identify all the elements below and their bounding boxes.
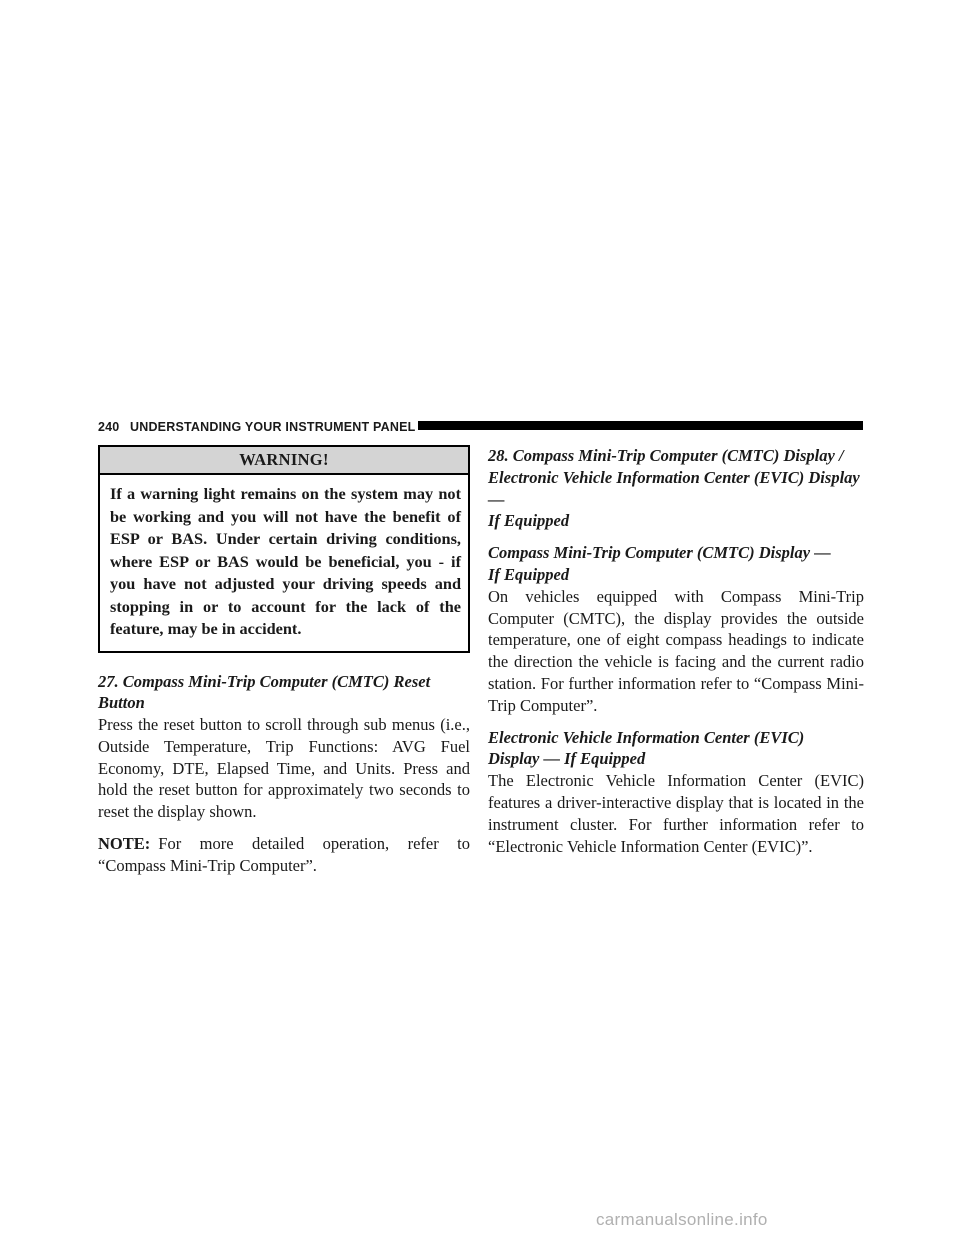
cmtc-subheading-line2: If Equipped <box>488 564 570 584</box>
section-28-heading-line2: Electronic Vehicle Information Center (EVIC) Display— <box>488 467 860 509</box>
evic-subheading-line2: Display — If Equipped <box>488 749 646 769</box>
note-label: NOTE: <box>98 834 151 854</box>
section-28-heading <box>488 445 864 532</box>
evic-body: The Electronic Vehicle Information Center (EVIC) features a driver-interactive display that is located in the instrument cluster. For further information refer to “Electronic Vehicle Information Center (EVIC)”. <box>488 771 864 856</box>
warning-title: WARNING! <box>100 447 468 475</box>
evic-subheading-line1: Electronic Vehicle Information Center (EVIC) <box>488 727 805 747</box>
right-column <box>488 445 864 867</box>
section-title: UNDERSTANDING YOUR INSTRUMENT PANEL <box>130 418 423 436</box>
note-text: For more detailed operation, refer to “Compass Mini-Trip Computer”. <box>98 834 470 875</box>
section-28-heading-line3: If Equipped <box>488 511 570 531</box>
page-header <box>98 418 863 436</box>
note <box>98 833 470 877</box>
warning-text: If a warning light remains on the system may not be working and you will not have the benefit of ESP or BAS. Under certain driving conditions, where ESP or BAS would be beneficial, you - if you have not adjusted your driving speeds and stopping in or to account for the lack of the feature, may be in accident. <box>110 484 461 638</box>
section-27-body: Press the reset button to scroll through sub menus (i.e., Outside Temperature, Trip Functions: AVG Fuel Economy, DTE, Elapsed Time, and Units. Press and hold the reset button for approximately two seconds to reset the display shown. <box>98 715 470 822</box>
page-number: 240 <box>98 420 120 434</box>
section-28-heading-line1: 28. Compass Mini-Trip Computer (CMTC) Display / <box>488 446 844 465</box>
cmtc-subheading <box>488 542 864 586</box>
warning-box <box>98 445 470 653</box>
evic-subheading <box>488 727 864 771</box>
section-27-heading-line1: 27. Compass Mini-Trip Computer (CMTC) Reset <box>98 671 431 691</box>
left-column <box>98 445 470 887</box>
cmtc-subheading-line1: Compass Mini-Trip Computer (CMTC) Display — <box>488 543 831 563</box>
section-27-heading <box>98 671 470 715</box>
header-rule <box>418 421 863 430</box>
cmtc-body: On vehicles equipped with Compass Mini-Trip Computer (CMTC), the display provides the outside temperature, one of eight compass headings to indicate the direction the vehicle is facing and the current radio station. For further information refer to “Compass Mini-Trip Computer”. <box>488 586 864 715</box>
section-27-heading-line2: Button <box>98 693 145 713</box>
watermark: carmanualsonline.info <box>596 1210 768 1229</box>
